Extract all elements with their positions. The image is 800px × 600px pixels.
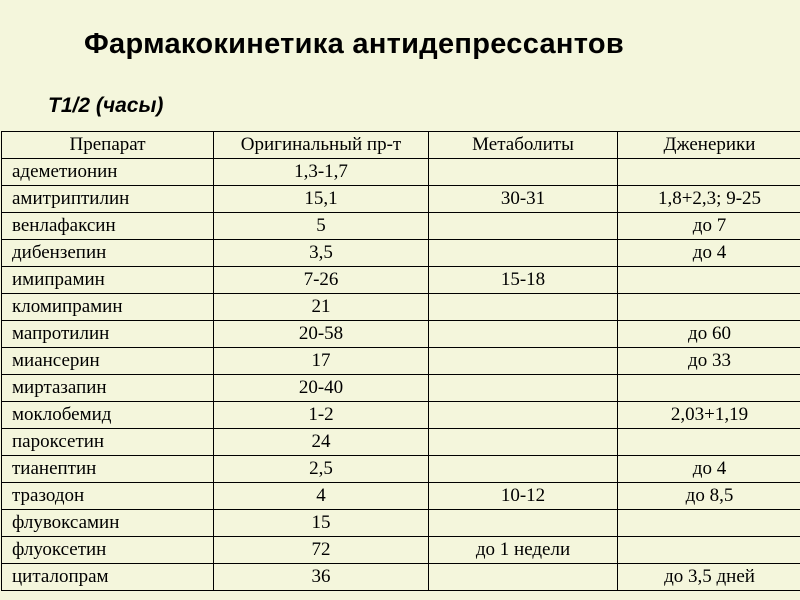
pharmacokinetics-table: [1, 131, 800, 591]
metabolites-halflife-cell: [429, 510, 618, 537]
page-title: Фармакокинетика антидепрессантов: [84, 28, 624, 60]
table-row: [2, 429, 800, 456]
generics-halflife-cell: [618, 294, 800, 321]
generics-halflife-cell: [618, 429, 800, 456]
original-halflife-cell: 2,5: [214, 456, 429, 483]
column-header-metabolites: Метаболиты: [429, 132, 618, 159]
original-halflife-cell: 21: [214, 294, 429, 321]
generics-halflife-cell: 2,03+1,19: [618, 402, 800, 429]
original-halflife-cell: 4: [214, 483, 429, 510]
table-header-row: [2, 132, 800, 159]
metabolites-halflife-cell: [429, 402, 618, 429]
drug-name-cell: циталопрам: [2, 564, 214, 591]
metabolites-halflife-cell: 15-18: [429, 267, 618, 294]
table-row: [2, 240, 800, 267]
table-row: [2, 564, 800, 591]
original-halflife-cell: 36: [214, 564, 429, 591]
generics-halflife-cell: 1,8+2,3; 9-25: [618, 186, 800, 213]
table-row: [2, 294, 800, 321]
table-row: [2, 483, 800, 510]
metabolites-halflife-cell: [429, 321, 618, 348]
drug-name-cell: венлафаксин: [2, 213, 214, 240]
drug-name-cell: моклобемид: [2, 402, 214, 429]
original-halflife-cell: 3,5: [214, 240, 429, 267]
metabolites-halflife-cell: [429, 456, 618, 483]
metabolites-halflife-cell: [429, 375, 618, 402]
drug-name-cell: тианептин: [2, 456, 214, 483]
metabolites-halflife-cell: [429, 564, 618, 591]
drug-name-cell: имипрамин: [2, 267, 214, 294]
original-halflife-cell: 15: [214, 510, 429, 537]
original-halflife-cell: 1-2: [214, 402, 429, 429]
original-halflife-cell: 24: [214, 429, 429, 456]
table-row: [2, 402, 800, 429]
table-row: [2, 537, 800, 564]
drug-name-cell: адеметионин: [2, 159, 214, 186]
generics-halflife-cell: до 8,5: [618, 483, 800, 510]
column-header-original: Оригинальный пр-т: [214, 132, 429, 159]
page-subtitle: Т1/2 (часы): [48, 94, 164, 117]
drug-name-cell: тразодон: [2, 483, 214, 510]
original-halflife-cell: 1,3-1,7: [214, 159, 429, 186]
drug-name-cell: миансерин: [2, 348, 214, 375]
table-row: [2, 213, 800, 240]
metabolites-halflife-cell: [429, 159, 618, 186]
column-header-generics: Дженерики: [618, 132, 800, 159]
generics-halflife-cell: [618, 159, 800, 186]
table-row: [2, 159, 800, 186]
metabolites-halflife-cell: 30-31: [429, 186, 618, 213]
generics-halflife-cell: [618, 267, 800, 294]
table-row: [2, 456, 800, 483]
metabolites-halflife-cell: [429, 429, 618, 456]
generics-halflife-cell: до 7: [618, 213, 800, 240]
table-row: [2, 375, 800, 402]
generics-halflife-cell: [618, 375, 800, 402]
generics-halflife-cell: до 33: [618, 348, 800, 375]
metabolites-halflife-cell: [429, 213, 618, 240]
metabolites-halflife-cell: [429, 294, 618, 321]
original-halflife-cell: 20-40: [214, 375, 429, 402]
drug-name-cell: флуоксетин: [2, 537, 214, 564]
drug-name-cell: мапротилин: [2, 321, 214, 348]
generics-halflife-cell: [618, 510, 800, 537]
drug-name-cell: миртазапин: [2, 375, 214, 402]
original-halflife-cell: 5: [214, 213, 429, 240]
metabolites-halflife-cell: [429, 240, 618, 267]
drug-name-cell: дибензепин: [2, 240, 214, 267]
original-halflife-cell: 15,1: [214, 186, 429, 213]
table-row: [2, 267, 800, 294]
table-row: [2, 348, 800, 375]
table-body: [2, 159, 800, 591]
table-row: [2, 321, 800, 348]
metabolites-halflife-cell: до 1 недели: [429, 537, 618, 564]
original-halflife-cell: 20-58: [214, 321, 429, 348]
drug-name-cell: кломипрамин: [2, 294, 214, 321]
generics-halflife-cell: [618, 537, 800, 564]
table-row: [2, 186, 800, 213]
table-row: [2, 510, 800, 537]
generics-halflife-cell: до 60: [618, 321, 800, 348]
original-halflife-cell: 7-26: [214, 267, 429, 294]
column-header-drug: Препарат: [2, 132, 214, 159]
original-halflife-cell: 72: [214, 537, 429, 564]
original-halflife-cell: 17: [214, 348, 429, 375]
drug-name-cell: пароксетин: [2, 429, 214, 456]
metabolites-halflife-cell: [429, 348, 618, 375]
drug-name-cell: флувоксамин: [2, 510, 214, 537]
drug-name-cell: амитриптилин: [2, 186, 214, 213]
metabolites-halflife-cell: 10-12: [429, 483, 618, 510]
generics-halflife-cell: до 4: [618, 240, 800, 267]
generics-halflife-cell: до 4: [618, 456, 800, 483]
generics-halflife-cell: до 3,5 дней: [618, 564, 800, 591]
